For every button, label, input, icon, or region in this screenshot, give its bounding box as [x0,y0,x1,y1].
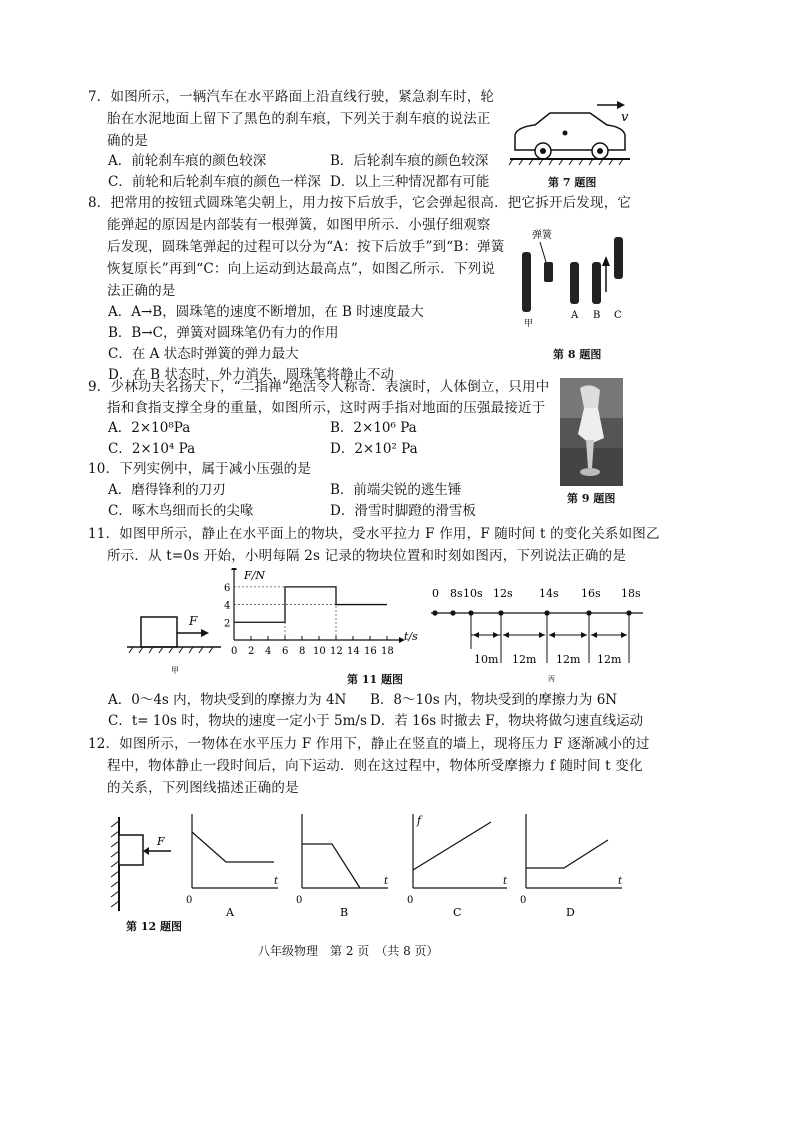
q11-fig-jia [125,605,225,677]
chart-y-label: F/N [244,569,265,582]
q12-graph-d[interactable] [516,810,628,920]
bing-time-0: 0 [432,587,439,600]
chart-x-label: t/s [404,630,418,643]
graph-c-letter: C [453,906,462,919]
q12-caption: 第 12 题图 [126,920,182,933]
q9-option-b[interactable]: B．2×10⁶ Pa [330,420,417,436]
bing-dim-left-2 [549,632,555,638]
q11-option-b[interactable]: B．8～10s 内，物块受到的摩擦力为 6N [370,692,618,708]
chart-x-tick-8: 8 [299,646,306,657]
q7-option-a[interactable]: A．前轮刹车痕的颜色较深 [108,153,267,169]
q10-option-d[interactable]: D．滑雪时脚蹬的滑雪板 [330,503,476,519]
q7-velocity-label: v [621,110,629,125]
q12-force-label: F [157,835,165,848]
bing-dim-right-2 [581,632,587,638]
bing-time-1: 8s [450,587,463,600]
q12-line-1: 12．如图所示，一物体在水平压力 F 作用下，静止在竖直的墙上，现将压力 F 逐渐减小的过 [88,736,650,752]
svg-text:t: t [503,876,508,887]
chart-x-tick-0: 0 [231,646,238,657]
q8-option-d[interactable]: D．在 B 状态时，外力消失，圆珠笔将静止不动 [108,367,394,383]
q12-block [119,835,143,865]
graph-b-curve [302,844,360,888]
q10-option-c[interactable]: C．啄木鸟细而长的尖喙 [108,503,254,519]
q8-line-2: 能弹起的原因是内部装有一根弹簧，如图甲所示．小强仔细观察 [107,217,491,233]
chart-x-tick-12: 12 [330,646,343,657]
chart-x-tick-4: 4 [265,646,272,657]
chart-y-arrow [231,568,237,570]
svg-text:0: 0 [520,895,527,906]
q11-option-c[interactable]: C．t= 10s 时，物块的速度一定小于 5m/s [108,713,367,729]
bing-time-3: 12s [493,587,513,600]
q8-caption: 第 8 题图 [553,348,602,361]
svg-text:0: 0 [186,895,193,906]
bing-distance-0: 10m [474,653,499,666]
svg-text:0: 0 [407,895,414,906]
chart-y-tick-4: 4 [224,600,231,612]
q7-line-2: 胎在水泥地面上留下了黑色的刹车痕，下列关于刹车痕的说法正 [107,111,491,127]
svg-text:0: 0 [296,895,303,906]
q11-block [141,617,177,647]
q8-spring-label: 弹簧 [532,230,552,241]
q12-graph-c[interactable] [403,810,513,920]
q10-option-b[interactable]: B．前端尖锐的逃生锤 [330,482,462,498]
q9-option-c[interactable]: C．2×10⁴ Pa [108,441,196,457]
pen-jia [522,252,531,312]
pen-c [614,237,623,279]
bing-distance-1: 12m [512,653,537,666]
chart-y-tick-2: 2 [224,618,231,630]
q8-pen-figure [510,222,630,334]
q8-line-5: 法正确的是 [107,283,176,299]
svg-text:t: t [618,876,623,887]
graph-a-letter: A [226,906,234,919]
q11-option-d[interactable]: D．若 16s 时撤去 F，物块将做匀速直线运动 [370,713,644,729]
svg-text:f: f [417,814,422,827]
q11-fig-bing [425,583,647,683]
bing-point-1 [450,610,455,615]
q7-option-c[interactable]: C．前轮和后轮刹车痕的颜色一样深 [108,174,321,190]
bing-time-5: 16s [581,587,601,600]
q11-jia-label: 甲 [171,666,179,675]
q8-line-1: 8．把常用的按钮式圆珠笔尖朝上，用力按下后放手，它会弹起很高．把它拆开后发现，它 [88,195,632,211]
q12-graph-a[interactable] [182,810,282,920]
q12-wall-figure [105,815,185,915]
bing-dim-right-1 [539,632,545,638]
svg-text:t: t [384,876,389,887]
car-body [515,113,625,150]
pen-b [592,262,601,304]
chart-x-tick-10: 10 [313,646,326,657]
bing-distance-2: 12m [556,653,581,666]
chart-y-tick-6: 6 [224,582,231,594]
q8-line-3: 后发现，圆珠笔弹起的过程可以分为“A：按下后放手”到“B：弹簧 [107,239,505,255]
graph-a-curve [192,832,274,862]
bing-distance-3: 12m [597,653,622,666]
q7-line-1: 7．如图所示，一辆汽车在水平路面上沿直线行驶，紧急刹车时，轮 [88,89,495,105]
q7-option-d[interactable]: D．以上三种情况都有可能 [330,174,490,190]
graph-d-letter: D [566,906,575,919]
graph-c-curve [413,822,491,870]
bing-time-2: 10s [463,587,483,600]
chart-x-tick-6: 6 [282,646,289,657]
q8-state-b: B [593,310,601,321]
q8-state-a: A [571,310,579,321]
q7-car-figure [505,95,635,170]
page-footer: 八年级物理 第 2 页 （共 8 页） [258,944,439,958]
q11-option-a[interactable]: A．0～4s 内，物块受到的摩擦力为 4N [108,692,347,708]
q9-caption: 第 9 题图 [567,492,616,505]
q11-line-2: 所示．从 t=0s 开始，小明每隔 2s 记录的物块位置和时刻如图丙，下列说法正确的是 [107,548,627,564]
svg-text:t: t [274,876,279,887]
q9-option-d[interactable]: D．2×10² Pa [330,441,418,457]
q11-bing-label: 丙 [548,675,555,683]
chart-x-tick-16: 16 [364,646,377,657]
q9-line-2: 指和食指支撑全身的重量，如图所示，这时两手指对地面的压强最接近于 [107,400,546,416]
q8-jia-label: 甲 [524,319,534,329]
pen-a [570,262,579,304]
q7-line-3: 确的是 [107,133,149,149]
q9-option-a[interactable]: A．2×10⁸Pa [108,420,191,436]
q9-line-1: 9．少林功夫名扬天下，“二指禅”绝活令人称奇．表演时，人体倒立，只用中 [88,379,550,395]
q9-kungfu-photo [560,378,623,486]
chart-x-tick-2: 2 [248,646,255,657]
bing-point-0 [432,610,437,615]
q11-force-label: F [189,614,198,628]
q8-option-b[interactable]: B．B→C，弹簧对圆珠笔仍有力的作用 [108,325,339,341]
bing-dim-right-3 [621,632,627,638]
q7-caption: 第 7 题图 [548,176,597,189]
bing-dim-left-1 [503,632,509,638]
bing-dim-left-3 [591,632,597,638]
q11-caption: 第 11 题图 [347,673,403,686]
chart-x-tick-18: 18 [381,646,394,657]
q8-option-a[interactable]: A．A→B，圆珠笔的速度不断增加，在 B 时速度最大 [108,304,424,320]
q7-option-b[interactable]: B．后轮刹车痕的颜色较深 [330,153,489,169]
q10-line-1: 10．下列实例中，属于减小压强的是 [88,461,312,477]
q8-option-c[interactable]: C．在 A 状态时弹簧的弹力最大 [108,346,299,362]
q11-line-1: 11．如图甲所示，静止在水平面上的物块，受水平拉力 F 作用，F 随时间 t 的变化关系如图乙 [88,526,660,542]
q12-line-2: 程中，物体静止一段时间后，向下运动．则在这过程中，物体所受摩擦力 f 随时间 t 变化 [107,758,643,774]
bing-time-4: 14s [539,587,559,600]
chart-x-tick-14: 14 [347,646,360,657]
q11-ft-chart [222,568,422,668]
q10-option-a[interactable]: A．磨得锋利的刀刃 [108,482,226,498]
q8-state-c: C [614,310,622,321]
graph-b-letter: B [340,906,349,919]
q12-graph-b[interactable] [292,810,392,920]
q12-line-3: 的关系，下列图线描述正确的是 [107,780,299,796]
q8-line-4: 恢复原长”再到“C：向上运动到达最高点”，如图乙所示．下列说 [107,261,496,277]
graph-d-curve [526,840,608,868]
bing-time-6: 18s [621,587,641,600]
